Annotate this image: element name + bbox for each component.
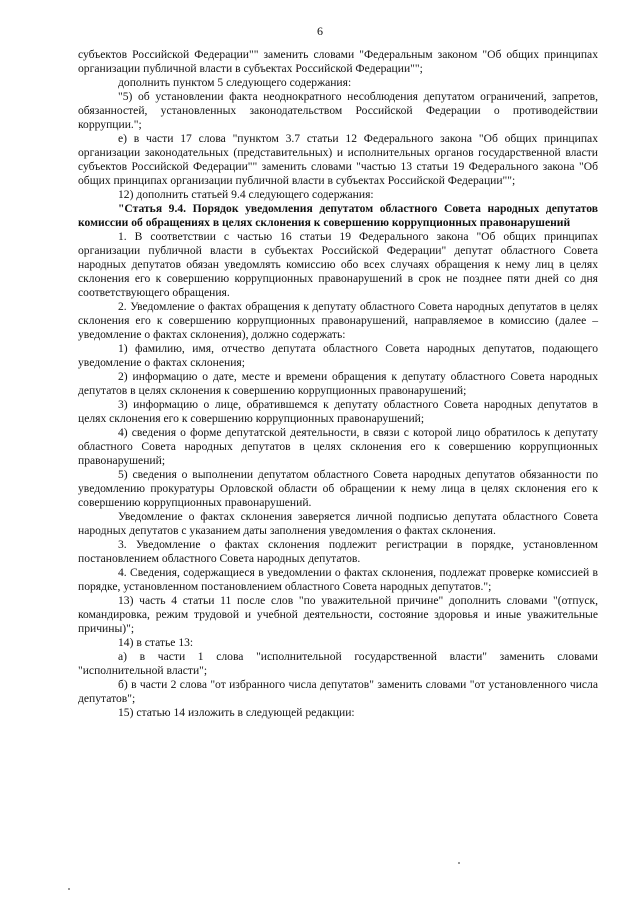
paragraph: 4) сведения о форме депутатской деятельности, в связи с которой лицо обратилось к депутату областного Совета народных депутатов в целях склонения его к совершению коррупционных правонарушений;	[78, 426, 598, 467]
article-heading: "Статья 9.4. Порядок уведомления депутатом областного Совета народных депутатов комиссии об обращениях в целях склонения к совершению коррупционных правонарушений	[78, 202, 598, 229]
paragraph: дополнить пунктом 5 следующего содержания:	[118, 76, 352, 89]
paragraph: 2. Уведомление о фактах обращения к депутату областного Совета народных депутатов в целях склонения его к совершению коррупционных правонарушений, направляемое в комиссию (далее – уведомление о фактах склонения), должно содержать:	[78, 300, 598, 341]
paragraph: 3) информацию о лице, обратившемся к депутату областного Совета народных депутатов в целях склонения его к совершению коррупционных правонарушений;	[78, 398, 598, 425]
paragraph: "5) об установлении факта неоднократного несоблюдения депутатом ограничений, запретов, обязанностей, установленных законодательством Российской Федерации о противодействии коррупции.";	[78, 90, 598, 131]
paragraph: 2) информацию о дате, месте и времени обращения к депутату областного Совета народных депутатов в целях склонения к совершению коррупционных правонарушений;	[78, 370, 598, 397]
paragraph: 1) фамилию, имя, отчество депутата областного Совета народных депутатов, подающего уведомление о фактах склонения;	[78, 342, 598, 369]
paragraph: б) в части 2 слова "от избранного числа депутатов" заменить словами "от установленного числа депутатов";	[78, 678, 598, 705]
paragraph: 15) статью 14 изложить в следующей редакции:	[118, 706, 355, 719]
paragraph: 4. Сведения, содержащиеся в уведомлении о фактах склонения, подлежат проверке комиссией в порядке, установленном постановлением областного Совета народных депутатов.";	[78, 566, 598, 593]
paragraph: 14) в статье 13:	[118, 636, 194, 649]
paragraph: 3. Уведомление о фактах склонения подлежит регистрации в порядке, установленном постановлением областного Совета народных депутатов.	[78, 538, 598, 565]
paragraph: 1. В соответствии с частью 16 статьи 19 Федерального закона "Об общих принципах организации публичной власти в субъектах Российской Федерации" депутат областного Совета народных депутатов обязан уведомлять комиссию обо всех случаях обращения к нему лиц в целях склонения его к совершению коррупционных правонарушений в срок не позднее пяти дней со дня соответствующего обращения.	[78, 230, 598, 299]
paragraph: е) в части 17 слова "пунктом 3.7 статьи 12 Федерального закона "Об общих принципах организации законодательных (представительных) и исполнительных органов государственной власти субъектов Российской Федерации"" заменить словами "частью 13 статьи 19 Федерального закона "Об общих принципах организации публичной власти в субъектах Российской Федерации"";	[78, 132, 598, 187]
scan-speck	[458, 862, 460, 864]
paragraph: субъектов Российской Федерации"" заменить словами "Федеральным законом "Об общих принципах организации публичной власти в субъектах Российской Федерации"";	[78, 48, 598, 75]
paragraph: Уведомление о фактах склонения заверяется личной подписью депутата областного Совета народных депутатов с указанием даты заполнения уведомления о фактах склонения.	[78, 510, 598, 537]
paragraph: 12) дополнить статьей 9.4 следующего содержания:	[118, 188, 374, 201]
scan-speck	[68, 888, 70, 890]
paragraph: 13) часть 4 статьи 11 после слов "по уважительной причине" дополнить словами "(отпуск, командировка, режим трудовой и учебной деятельности, состояние здоровья и иные уважительные причины)";	[78, 594, 598, 635]
page-number: 6	[317, 24, 323, 38]
paragraph: 5) сведения о выполнении депутатом областного Совета народных депутатов обязанности по уведомлению прокуратуры Орловской области об обращении к нему лица в целях склонения его к совершению коррупционных правонарушений.	[78, 468, 598, 509]
document-body	[78, 48, 598, 720]
paragraph: а) в части 1 слова "исполнительной государственной власти" заменить словами "исполнительной власти";	[78, 650, 598, 677]
